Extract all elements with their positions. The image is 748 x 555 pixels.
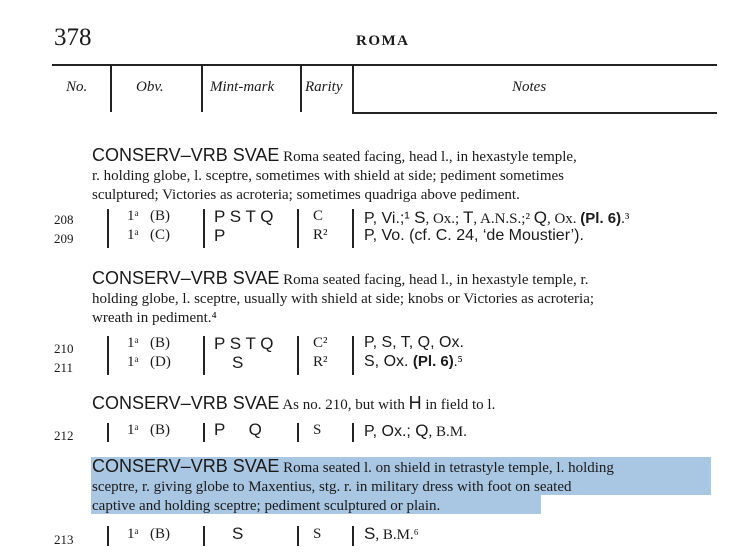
- column-bar: [203, 526, 205, 546]
- column-bar: [107, 526, 109, 546]
- notes: P, Ox.; Q, B.M.: [364, 421, 467, 440]
- column-bar: [107, 336, 109, 356]
- column-bar: [203, 209, 205, 229]
- column-bar: [297, 229, 299, 248]
- reverse-legend: CONSERV–VRB SVAE: [92, 456, 280, 476]
- page-number: 378: [54, 24, 92, 51]
- rarity: R²: [313, 354, 328, 370]
- catalog-number: 209: [54, 231, 74, 246]
- catalog-number: 208: [54, 212, 74, 227]
- obverse-type: 1ᵃ: [127, 208, 139, 224]
- catalog-number: 212: [54, 428, 74, 443]
- notes: S, Ox. (Pl. 6).⁵: [364, 353, 463, 370]
- col-header-rarity: Rarity: [305, 79, 343, 95]
- obverse-variant: (B): [150, 208, 170, 224]
- entry-description: CONSERV–VRB SVAE Roma seated facing, head l., in hexastyle temple, r. holding globe, l. sceptre, usually with shield at side; knobs or Victories as acroteria; wreath in pediment.⁴: [92, 268, 595, 326]
- obverse-variant: (B): [150, 422, 170, 438]
- mint-mark: S: [232, 524, 244, 543]
- col-header-notes: Notes: [512, 79, 547, 95]
- column-bar: [203, 423, 205, 442]
- column-bar: [352, 423, 354, 442]
- column-bar: [297, 423, 299, 442]
- reverse-legend: CONSERV–VRB SVAE: [92, 393, 280, 413]
- obverse-type: 1ᵃ: [127, 354, 139, 370]
- obverse-variant: (B): [150, 526, 170, 542]
- rarity: C²: [313, 335, 328, 351]
- obverse-type: 1ᵃ: [127, 227, 139, 243]
- column-bar: [297, 356, 299, 375]
- header-rule-top: [52, 64, 717, 66]
- entry-description: CONSERV–VRB SVAE Roma seated facing, head l., in hexastyle temple, r. holding globe, l. sceptre, sometimes with shield at side; pediment sometimes sculptured; Victories as acroteria; sometimes quadriga above pediment.: [92, 145, 577, 203]
- header-divider: [300, 64, 302, 112]
- column-bar: [297, 526, 299, 546]
- catalog-number: 210: [54, 341, 74, 356]
- notes: P, Vo. (cf. C. 24, ‘de Moustier’).: [364, 227, 584, 244]
- header-divider: [201, 64, 203, 112]
- column-bar: [107, 209, 109, 229]
- rarity: R²: [313, 227, 328, 243]
- reverse-legend: CONSERV–VRB SVAE: [92, 268, 280, 288]
- column-bar: [297, 336, 299, 356]
- reverse-legend: CONSERV–VRB SVAE: [92, 145, 280, 165]
- obverse-type: 1ᵃ: [127, 422, 139, 438]
- mint-mark: P Q: [214, 420, 262, 439]
- column-bar: [203, 229, 205, 248]
- col-header-no: No.: [66, 79, 88, 95]
- obverse-variant: (D): [150, 354, 171, 370]
- rarity: C: [313, 208, 324, 224]
- column-bar: [107, 423, 109, 442]
- column-bar: [203, 356, 205, 375]
- mint-mark: P S T Q: [214, 207, 274, 226]
- header-rule-bottom: [352, 112, 717, 114]
- mint-mark: P: [214, 226, 226, 245]
- col-header-obv: Obv.: [136, 79, 164, 95]
- entry-description: CONSERV–VRB SVAE As no. 210, but with H in field to l.: [92, 393, 496, 413]
- column-bar: [352, 356, 354, 375]
- obverse-type: 1ᵃ: [127, 335, 139, 351]
- col-header-mint-mark: Mint-mark: [210, 79, 275, 95]
- column-bar: [352, 336, 354, 356]
- catalog-number: 213: [54, 532, 74, 547]
- header-divider: [110, 64, 112, 112]
- notes: P, S, T, Q, Ox.: [364, 334, 464, 351]
- notes: S, B.M.⁶: [364, 524, 419, 543]
- rarity: S: [313, 526, 322, 542]
- entry-description-highlighted[interactable]: CONSERV–VRB SVAE Roma seated l. on shield in tetrastyle temple, l. holding sceptre, r. giving globe to Maxentius, stg. r. in military dress with foot on seated captive and holding sceptre; pediment sculptured or plain.: [92, 456, 614, 514]
- running-head: ROMA: [356, 33, 410, 49]
- column-bar: [352, 209, 354, 229]
- column-bar: [352, 526, 354, 546]
- column-bar: [107, 356, 109, 375]
- mint-mark: S: [232, 353, 244, 372]
- column-bar: [107, 229, 109, 248]
- column-bar: [297, 209, 299, 229]
- obverse-type: 1ᵃ: [127, 526, 139, 542]
- obverse-variant: (B): [150, 335, 170, 351]
- column-bar: [352, 229, 354, 248]
- notes: P, Vi.;¹ S, Ox.; T, A.N.S.;² Q, Ox. (Pl. 6).³: [364, 208, 630, 227]
- obverse-variant: (C): [150, 227, 170, 243]
- catalog-number: 211: [54, 360, 74, 375]
- header-divider: [352, 64, 354, 112]
- rarity: S: [313, 422, 322, 438]
- column-bar: [203, 336, 205, 356]
- mint-mark: P S T Q: [214, 334, 274, 353]
